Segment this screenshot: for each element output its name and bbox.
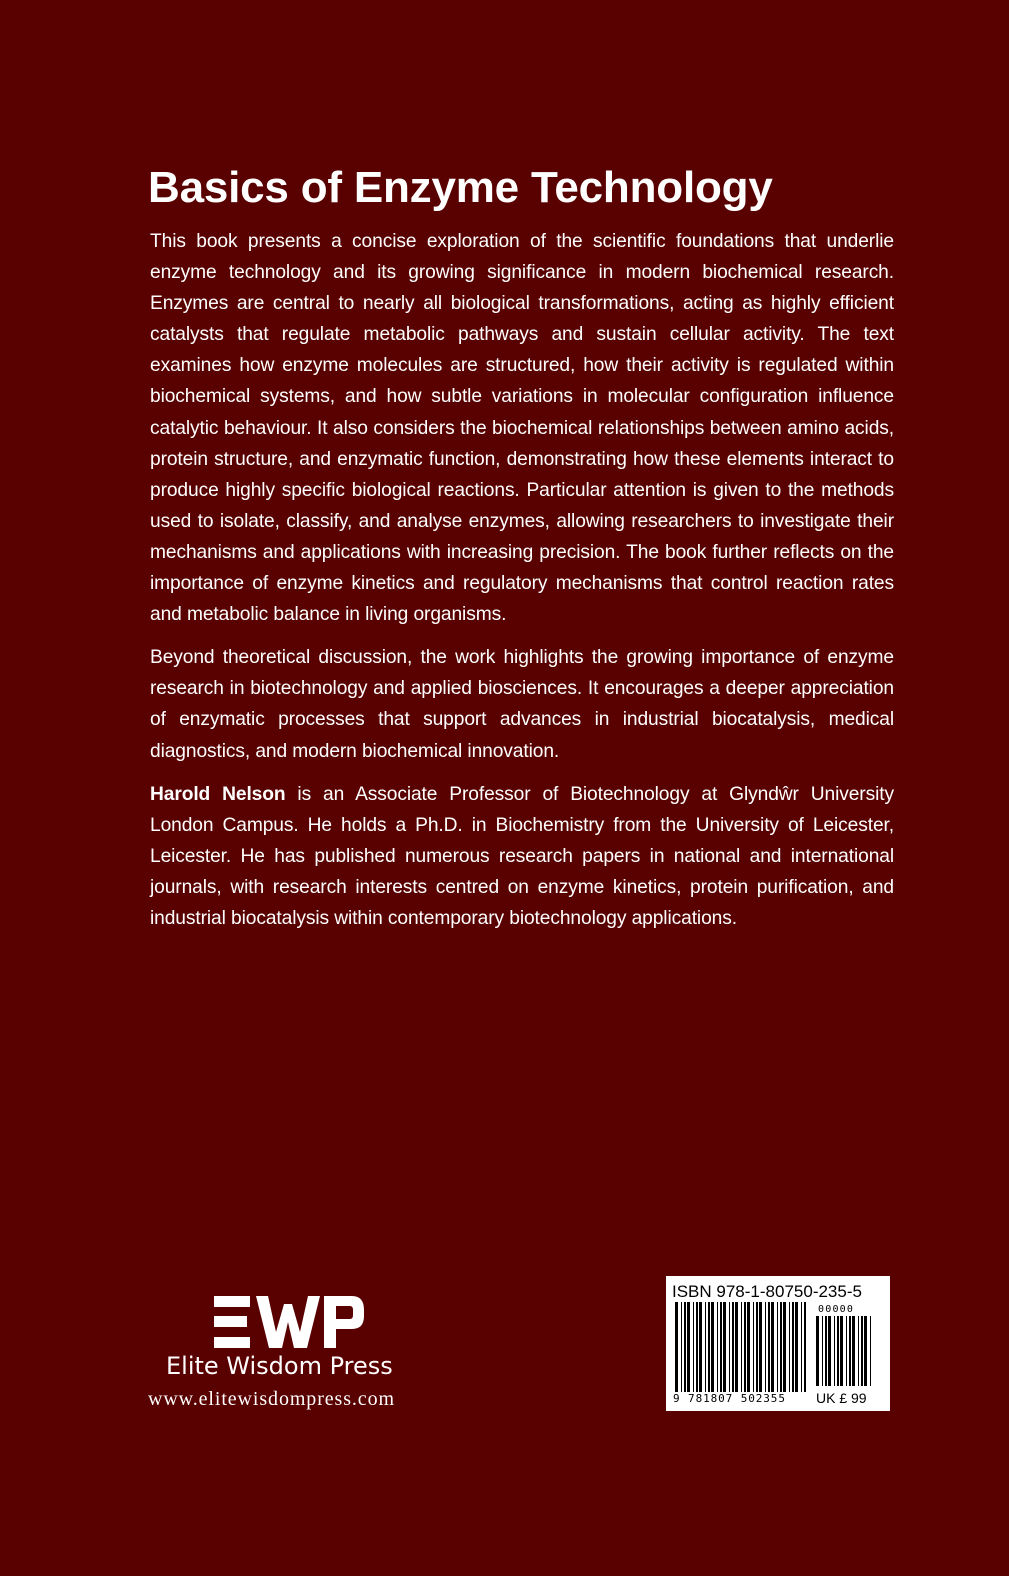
- blurb-content: [150, 226, 894, 946]
- barcode-addon-digits: 00000: [818, 1304, 855, 1315]
- isbn-label: ISBN 978-1-80750-235-5: [672, 1282, 862, 1301]
- isbn-barcode: [666, 1276, 890, 1411]
- price-label: UK £ 99: [816, 1390, 867, 1406]
- barcode-digits: 9 781807 502355: [673, 1392, 786, 1405]
- description-paragraph-1: This book presents a concise exploration of the scientific foundations that underlie enzyme technology and its growing significance in modern biochemical research. Enzymes are central to nearly all biological transformations, acting as highly efficient catalysts that regulate metabolic pathways and sustain cellular activity. The text examines how enzyme molecules are structured, how their activity is regulated within biochemical systems, and how subtle variations in molecular configuration influence catalytic behaviour. It also considers the biochemical relationships between amino acids, protein structure, and enzymatic function, demonstrating how these elements interact to produce highly specific biological reactions. Particular attention is given to the methods used to isolate, classify, and analyse enzymes, allowing researchers to investigate their mechanisms and applications with increasing precision. The book further reflects on the importance of enzyme kinetics and regulatory mechanisms that control reaction rates and metabolic balance in living organisms.: [150, 231, 894, 626]
- author-bio-paragraph: [150, 779, 894, 934]
- page-title: Basics of Enzyme Technology: [148, 163, 773, 212]
- publisher-url: www.elitewisdompress.com: [148, 1388, 395, 1410]
- author-bio-text: is an Associate Professor of Biotechnology at Glyndŵr University London Campus. He holds a Ph.D. in Biochemistry from the University of Leicester, Leicester. He has published numerous research papers in national and international journals, with research interests centred on enzyme kinetics, protein purification, and industrial biocatalysis within contemporary biotechnology applications.: [150, 783, 894, 929]
- description-paragraph-2: Beyond theoretical discussion, the work highlights the growing importance of enzyme research in biotechnology and applied biosciences. It encourages a deeper appreciation of enzymatic processes that support advances in industrial biocatalysis, medical diagnostics, and modern biochemical innovation.: [150, 647, 894, 762]
- publisher-name: Elite Wisdom Press: [166, 1352, 393, 1380]
- author-name: Harold Nelson: [150, 783, 286, 805]
- publisher-logo: [214, 1296, 364, 1348]
